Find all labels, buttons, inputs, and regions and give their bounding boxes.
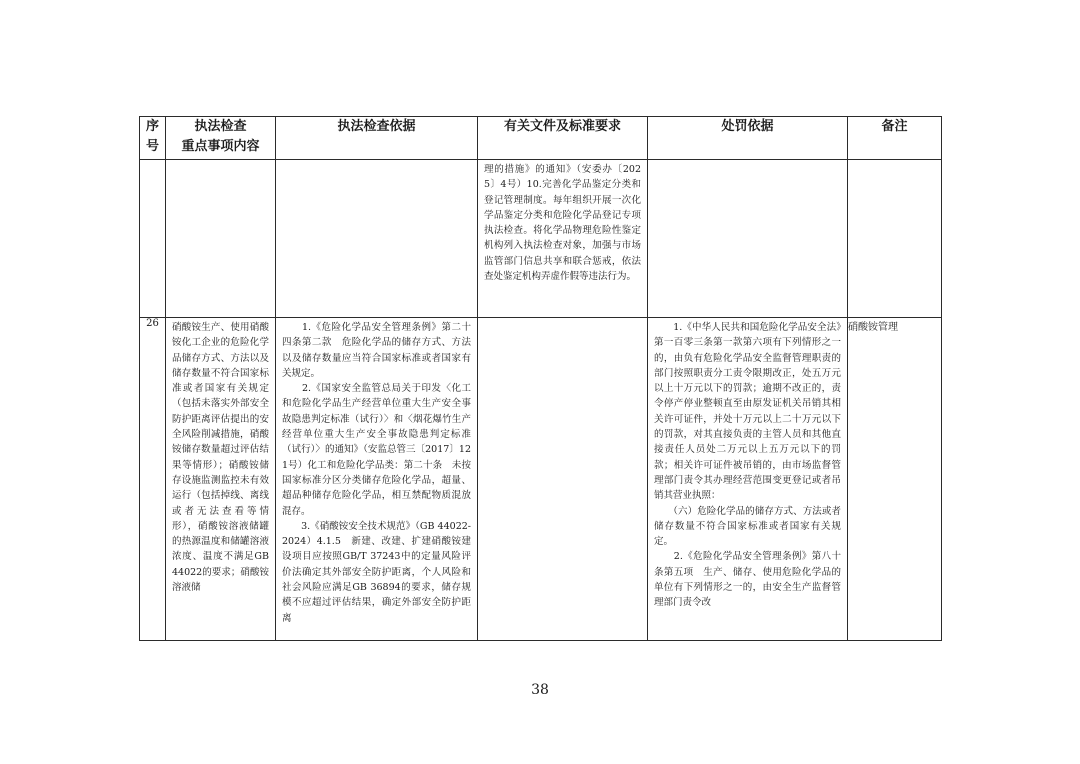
row-seq: 26 <box>140 318 166 641</box>
table-header-row <box>140 117 942 160</box>
row-content-cell <box>166 318 276 641</box>
header-remarks: 备注 <box>848 117 942 160</box>
row-requirements-cell <box>478 318 648 641</box>
row-requirements-cell <box>478 160 648 318</box>
row-basis-cell <box>276 160 478 318</box>
row-note <box>848 160 942 318</box>
header-inspection-items: 执法检查 重点事项内容 <box>166 117 276 160</box>
row-penalty <box>648 160 847 162</box>
header-penalty-basis: 处罚依据 <box>648 117 848 160</box>
row-penalty-cell <box>648 318 848 641</box>
row-basis-cell <box>276 318 478 641</box>
table-row <box>140 160 942 318</box>
row-penalty-cell <box>648 160 848 318</box>
row-content-cell <box>166 160 276 318</box>
row-basis <box>276 160 477 162</box>
row-requirements: 理的措施》的通知》（安委办〔2025〕4号）10.完善化学品鉴定分类和登记管理制度。每年组织开展一次化学品鉴定分类和危险化学品登记专项执法检查。将化学品物理危险性鉴定机构列入执法检查对象，加强与市场监管部门信息共享和联合惩戒，依法查处鉴定机构弄虚作假等违法行为。 <box>484 164 641 283</box>
row-requirements <box>478 318 647 320</box>
enforcement-table <box>139 116 942 641</box>
table-row <box>140 318 942 641</box>
row-basis: 1.《危险化学品安全管理条例》第二十四条第二款 危险化学品的储存方式、方法以及储存数量应当符合国家标准或者国家有关规定。 2.《国家安全监管总局关于印发〈化工和危险化学品生产经营单位重大生产安全事故隐患判定标准（试行）〉和〈烟花爆竹生产经营单位重大生产安全事故隐患判定标准（试行）〉的通知》（安监总管三〔2017〕121号）化工和危险化学品类：第二十条 未按国家标准分区分类储存危险化学品，超量、超品种储存危险化学品，相互禁配物质混放混存。 3.《硝酸铵安全技术规范》（GB 44022-2024）4.1.5 新建、改建、扩建硝酸铵建设项目应按照GB/T 37243中的定量风险评价法确定其外部安全防护距离，个人风险和社会风险应满足GB 36894的要求，储存规模不应超过评估结果，确定外部安全防护距离 <box>282 322 471 624</box>
row-note: 硝酸铵管理 <box>848 318 942 641</box>
header-seq: 序 号 <box>140 117 166 160</box>
row-penalty: 1.《中华人民共和国危险化学品安全法》第一百零三条第一款第六项有下列情形之一的，由负有危险化学品安全监督管理职责的部门按照职责分工责令限期改正，处五万元以上十万元以下的罚款；逾期不改正的，责令停产停业整顿直至由原发证机关吊销其相关许可证件，并处十万元以上二十万元以下的罚款，对其直接负责的主管人员和其他直接责任人员处二万元以上五万元以下的罚款；相关许可证件被吊销的，由市场监督管理部门责令其办理经营范围变更登记或者吊销其营业执照： （六）危险化学品的储存方式、方法或者储存数量不符合国家标准或者国家有关规定。 2.《危险化学品安全管理条例》第八十条第五项 生产、储存、使用危险化学品的单位有下列情形之一的，由安全生产监督管理部门责令改 <box>654 322 841 609</box>
row-content <box>166 160 275 162</box>
header-inspection-basis: 执法检查依据 <box>276 117 478 160</box>
row-seq <box>140 160 166 318</box>
row-content: 硝酸铵生产、使用硝酸铵化工企业的危险化学品储存方式、方法以及储存数量不符合国家标准或者国家有关规定（包括未落实外部安全防护距离评估提出的安全风险削减措施，硝酸铵储存数量超过评估结果等情形）；硝酸铵储存设施监测监控未有效运行（包括掉线、离线或者无法查看等情形），硝酸铵溶液储罐的热源温度和储罐溶液浓度、温度不满足GB 44022的要求；硝酸铵溶液储 <box>172 322 269 594</box>
header-requirements: 有关文件及标准要求 <box>478 117 648 160</box>
page-number: 38 <box>531 682 549 698</box>
